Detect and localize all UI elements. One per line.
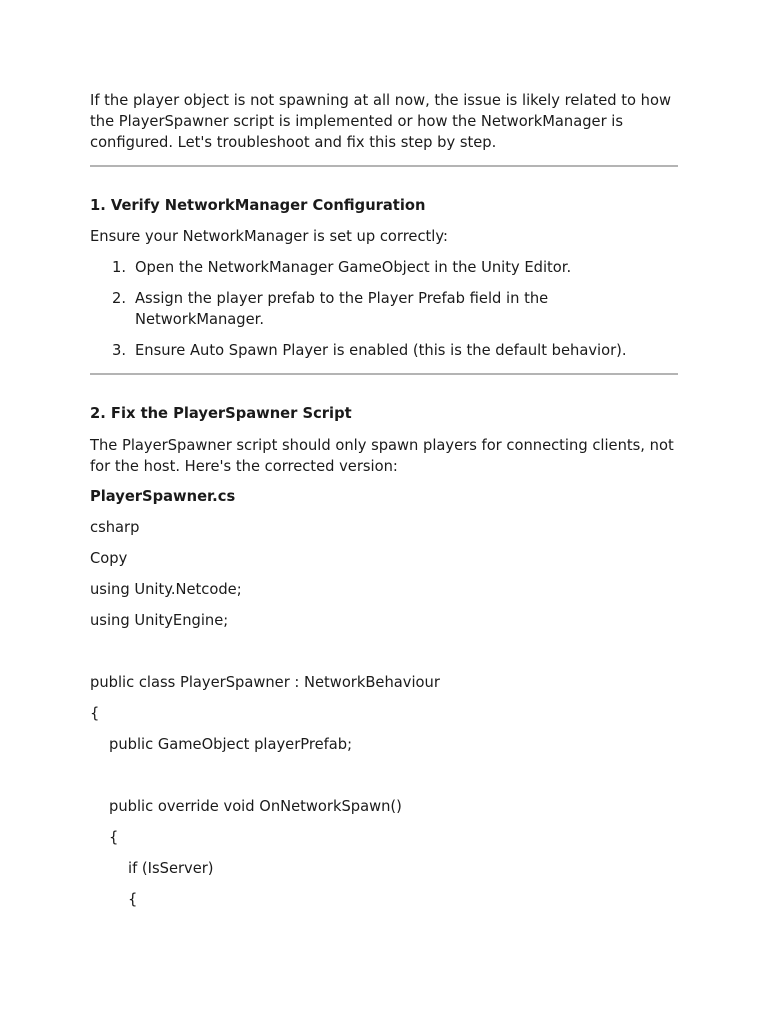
code-line: if (IsServer) <box>128 860 214 877</box>
code-line <box>90 642 680 662</box>
section-heading-networkmanager: 1. Verify NetworkManager Configuration <box>90 197 426 214</box>
copy-button[interactable]: Copy <box>90 550 128 567</box>
list-item-text: Open the NetworkManager GameObject in the Unity Editor. <box>135 259 572 276</box>
code-block <box>90 518 680 910</box>
list-item-text: Ensure Auto Spawn Player is enabled (this is the default behavior). <box>135 342 627 359</box>
divider <box>90 165 678 167</box>
code-filename: PlayerSpawner.cs <box>90 488 236 505</box>
code-line: public class PlayerSpawner : NetworkBehaviour <box>90 674 440 691</box>
code-line: public GameObject playerPrefab; <box>109 736 353 753</box>
list-item <box>90 257 680 278</box>
list-item <box>90 340 680 361</box>
section-lead-playerspawner: The PlayerSpawner script should only spawn players for connecting clients, not for the host. Here's the corrected version: <box>90 437 674 475</box>
list-item-number: 1. <box>112 259 127 276</box>
divider <box>90 373 678 375</box>
list-item-number: 2. <box>112 290 127 307</box>
section-heading-playerspawner: 2. Fix the PlayerSpawner Script <box>90 405 352 422</box>
code-line: public override void OnNetworkSpawn() <box>109 798 402 815</box>
code-line: using Unity.Netcode; <box>90 581 242 598</box>
code-line: { <box>90 705 100 722</box>
code-line: using UnityEngine; <box>90 612 229 629</box>
code-line: { <box>128 891 138 908</box>
document-page <box>90 90 680 910</box>
list-item-text: Assign the player prefab to the Player Prefab field in the NetworkManager. <box>135 290 549 328</box>
list-item-number: 3. <box>112 342 127 359</box>
code-line <box>90 766 680 786</box>
intro-paragraph: If the player object is not spawning at all now, the issue is likely related to how the PlayerSpawner script is implemented or how the NetworkManager is configured. Let's troubleshoot and fix this step by step. <box>90 92 671 151</box>
steps-list <box>90 257 680 361</box>
section-lead-networkmanager: Ensure your NetworkManager is set up correctly: <box>90 228 448 245</box>
list-item <box>90 288 680 330</box>
code-language-label: csharp <box>90 519 140 536</box>
code-line: { <box>109 829 119 846</box>
